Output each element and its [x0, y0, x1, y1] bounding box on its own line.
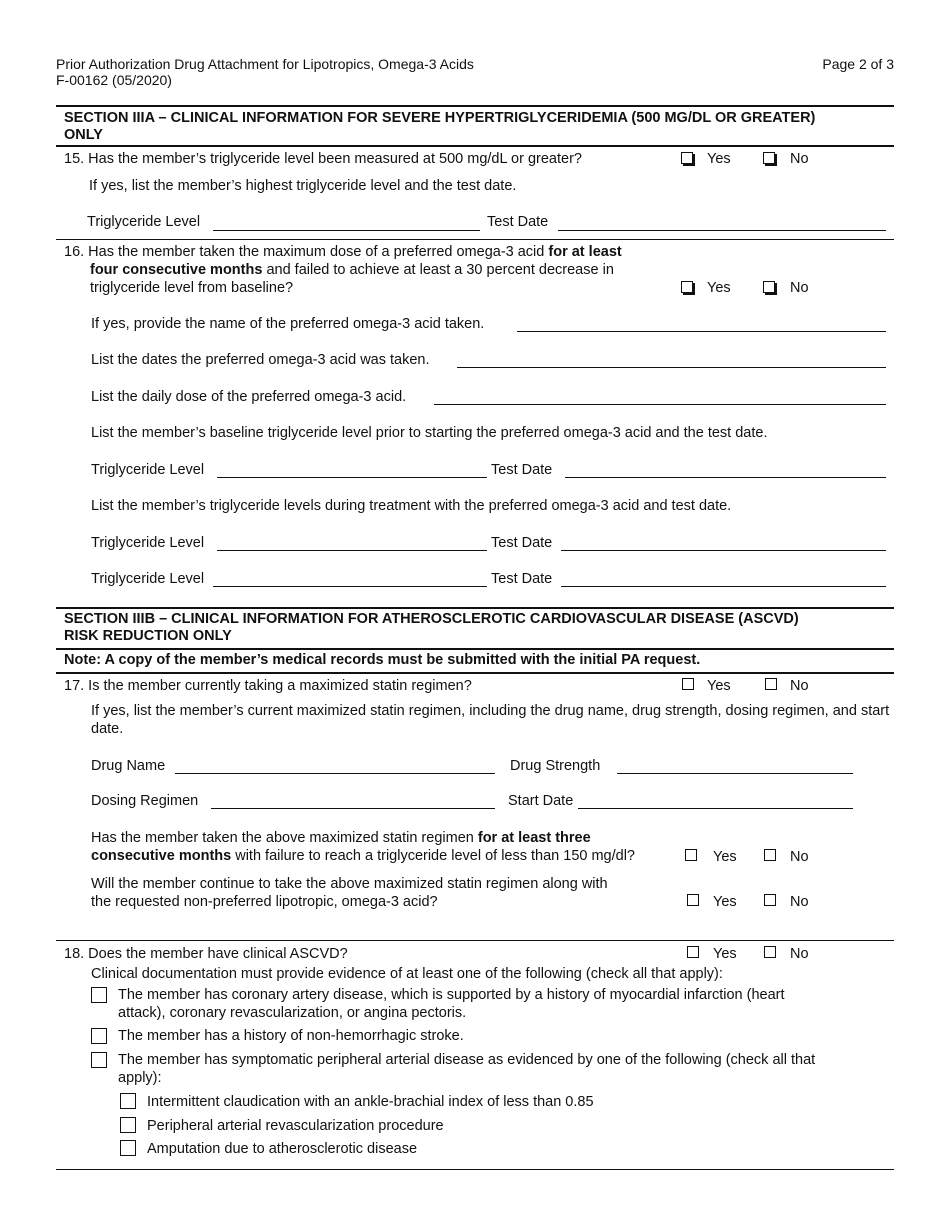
q16-yes-checkbox[interactable] [681, 281, 693, 293]
q18-no-label: No [790, 946, 809, 962]
q16-during2-test-date-field[interactable] [561, 586, 886, 587]
page-number: Page 2 of 3 [822, 56, 894, 72]
q18-opt3-checkbox[interactable] [91, 1052, 107, 1068]
q18-opt1-text: The member has coronary artery disease, which is supported by a history of myocardial infarction (heart attack), coronary revascularization, or angina pectoris. [118, 987, 785, 1021]
section-b-mid-rule [56, 648, 894, 650]
q15-test-date-field[interactable] [558, 230, 886, 231]
q16-dose-field[interactable] [434, 404, 886, 405]
q16-baseline-trig-level-label: Triglyceride Level [91, 462, 205, 478]
q16-yes-label: Yes [707, 280, 731, 296]
q18-sub2-text: Peripheral arterial revascularization procedure [147, 1118, 444, 1134]
q17-sub2-yes-checkbox[interactable] [687, 894, 699, 906]
q17-sub1-no-label: No [790, 849, 809, 865]
q17-sub1-question: Has the member taken the above maximized statin regimen for at least three consecutive months with failure to reach a triglyceride level of less than 150 mg/dl? [91, 830, 635, 864]
section-b-top-rule [56, 607, 894, 609]
q17-divider [56, 940, 894, 941]
q17-start-date-field[interactable] [578, 808, 853, 809]
q17-dosing-regimen-field[interactable] [211, 808, 495, 809]
q16-during2-trig-level-field[interactable] [213, 586, 487, 587]
q15-yes-checkbox[interactable] [681, 152, 693, 164]
q16-baseline-test-date-field[interactable] [565, 477, 886, 478]
q16-no-checkbox[interactable] [763, 281, 775, 293]
q17-drug-strength-field[interactable] [617, 773, 853, 774]
q16-during-label: List the member’s triglyceride levels during treatment with the preferred omega-3 acid and test date. [91, 498, 732, 514]
q17-sub1-yes-checkbox[interactable] [685, 849, 697, 861]
q17-sub1-no-checkbox[interactable] [764, 849, 776, 861]
q17-start-date-label: Start Date [508, 793, 574, 809]
q17-question: 17. Is the member currently taking a maximized statin regimen? [64, 678, 472, 694]
q17-drug-strength-label: Drug Strength [510, 758, 601, 774]
q18-yes-label: Yes [713, 946, 737, 962]
q16-name-field[interactable] [517, 331, 886, 332]
q16-baseline-label: List the member’s baseline triglyceride level prior to starting the preferred omega-3 acid and the test date. [91, 425, 768, 441]
section-a-title: SECTION IIIA – CLINICAL INFORMATION FOR SEVERE HYPERTRIGLYCERIDEMIA (500 MG/DL OR GREATER) ONLY [64, 110, 816, 143]
q18-opt1-checkbox[interactable] [91, 987, 107, 1003]
q18-yes-checkbox[interactable] [687, 946, 699, 958]
q16-dose-label: List the daily dose of the preferred omega-3 acid. [91, 389, 407, 405]
q18-no-checkbox[interactable] [764, 946, 776, 958]
q17-dosing-regimen-label: Dosing Regimen [91, 793, 199, 809]
q16-during1-trig-level-field[interactable] [217, 550, 487, 551]
q15-test-date-label: Test Date [487, 214, 549, 230]
q16-name-label: If yes, provide the name of the preferred omega-3 acid taken. [91, 316, 485, 332]
q16-baseline-trig-level-field[interactable] [217, 477, 487, 478]
section-b-note: Note: A copy of the member’s medical records must be submitted with the initial PA request. [64, 652, 701, 668]
q18-question: 18. Does the member have clinical ASCVD? [64, 946, 348, 962]
q17-sub1-yes-label: Yes [713, 849, 737, 865]
q15-trig-level-label: Triglyceride Level [87, 214, 201, 230]
q17-drug-name-label: Drug Name [91, 758, 166, 774]
q15-yes-label: Yes [707, 151, 731, 167]
q18-opt2-text: The member has a history of non-hemorrhagic stroke. [118, 1028, 464, 1044]
q16-during2-test-date-label: Test Date [491, 571, 553, 587]
q16-during2-trig-level-label: Triglyceride Level [91, 571, 205, 587]
q17-no-checkbox[interactable] [765, 678, 777, 690]
q18-opt2-checkbox[interactable] [91, 1028, 107, 1044]
q18-sub2-checkbox[interactable] [120, 1117, 136, 1133]
section-b-bottom-rule [56, 672, 894, 674]
q15-divider [56, 239, 894, 240]
q16-baseline-test-date-label: Test Date [491, 462, 553, 478]
section-a-top-rule [56, 105, 894, 107]
q16-no-label: No [790, 280, 809, 296]
q17-followup: If yes, list the member’s current maximized statin regimen, including the drug name, drug strength, dosing regimen, and start date. [91, 703, 890, 737]
q16-question: 16. Has the member taken the maximum dose of a preferred omega-3 acid for at least four consecutive months and failed to achieve at least a 30 percent decrease in triglyceride level from baseline? [64, 244, 622, 296]
form-number: F-00162 (05/2020) [56, 72, 172, 88]
q18-sub1-checkbox[interactable] [120, 1093, 136, 1109]
form-header [56, 56, 474, 88]
q16-during1-test-date-field[interactable] [561, 550, 886, 551]
q15-followup: If yes, list the member’s highest triglyceride level and the test date. [89, 178, 517, 194]
form-title: Prior Authorization Drug Attachment for Lipotropics, Omega-3 Acids [56, 56, 474, 72]
q16-dates-label: List the dates the preferred omega-3 acid was taken. [91, 352, 430, 368]
q18-sub3-checkbox[interactable] [120, 1140, 136, 1156]
form-page [56, 0, 894, 1230]
q17-sub2-question: Will the member continue to take the above maximized statin regimen along with the requested non-preferred lipotropic, omega-3 acid? [91, 876, 608, 910]
q15-trig-level-field[interactable] [213, 230, 480, 231]
q16-during1-trig-level-label: Triglyceride Level [91, 535, 205, 551]
q16-dates-field[interactable] [457, 367, 886, 368]
q15-question: 15. Has the member’s triglyceride level been measured at 500 mg/dL or greater? [64, 151, 582, 167]
q17-yes-checkbox[interactable] [682, 678, 694, 690]
q18-instruction: Clinical documentation must provide evidence of at least one of the following (check all that apply): [91, 966, 723, 982]
q17-drug-name-field[interactable] [175, 773, 495, 774]
q17-no-label: No [790, 678, 809, 694]
q15-no-checkbox[interactable] [763, 152, 775, 164]
q18-bottom-divider [56, 1169, 894, 1170]
q18-sub1-text: Intermittent claudication with an ankle-brachial index of less than 0.85 [147, 1094, 594, 1110]
section-a-bottom-rule [56, 145, 894, 147]
q17-sub2-yes-label: Yes [713, 894, 737, 910]
q17-yes-label: Yes [707, 678, 731, 694]
q18-sub3-text: Amputation due to atherosclerotic disease [147, 1141, 418, 1157]
q18-opt3-text: The member has symptomatic peripheral arterial disease as evidenced by one of the following (check all that apply): [118, 1052, 816, 1086]
q15-no-label: No [790, 151, 809, 167]
q17-sub2-no-checkbox[interactable] [764, 894, 776, 906]
q17-sub2-no-label: No [790, 894, 809, 910]
section-b-title: SECTION IIIB – CLINICAL INFORMATION FOR ATHEROSCLEROTIC CARDIOVASCULAR DISEASE (ASCVD) RISK REDUCTION ONLY [64, 611, 799, 644]
q16-during1-test-date-label: Test Date [491, 535, 553, 551]
